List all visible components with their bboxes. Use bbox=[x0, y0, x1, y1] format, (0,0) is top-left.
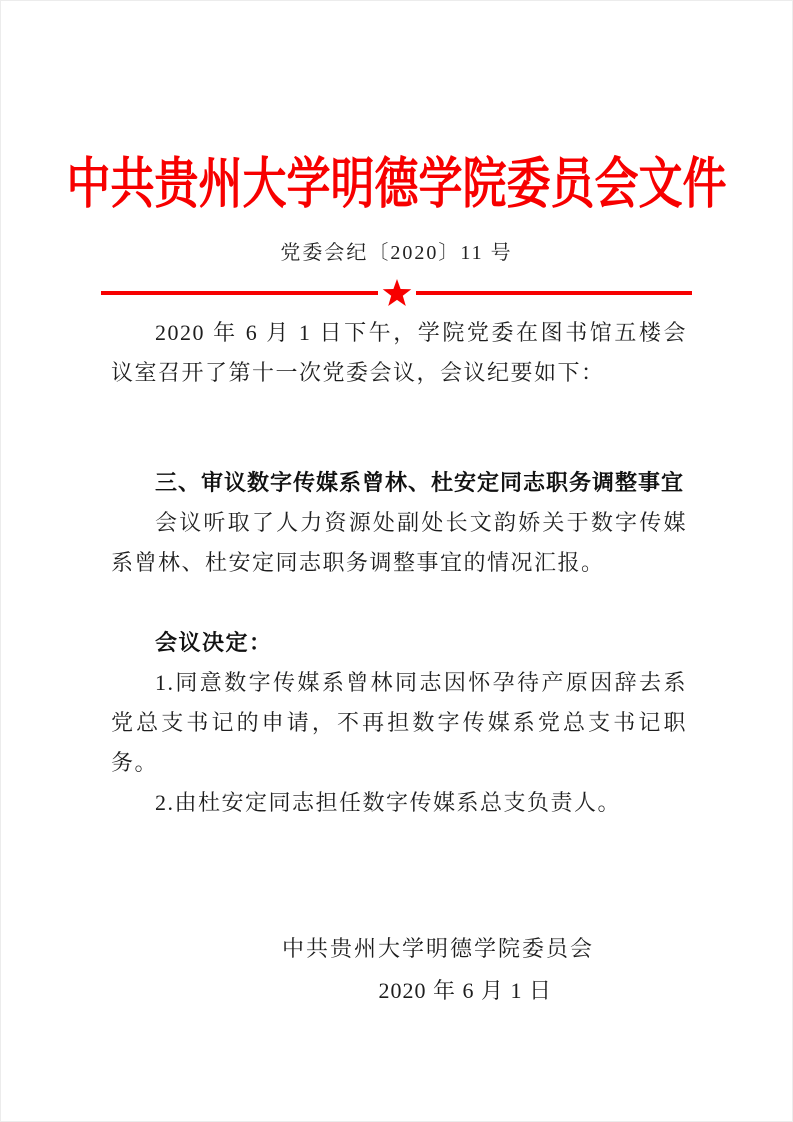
document-title: 中共贵州大学明德学院委员会文件 bbox=[66, 153, 727, 216]
intro-paragraph: 2020 年 6 月 1 日下午，学院党委在图书馆五楼会议室召开了第十一次党委会议，会议纪要如下： bbox=[111, 320, 687, 385]
signature-org: 中共贵州大学明德学院委员会 bbox=[281, 936, 594, 961]
signature-block bbox=[111, 929, 687, 1013]
document-number: 党委会纪〔2020〕11 号 bbox=[280, 242, 513, 264]
decision-item-2: 2.由杜安定同志担任数字传媒系总支负责人。 bbox=[155, 790, 622, 815]
divider-line-right bbox=[416, 291, 693, 295]
header-divider bbox=[101, 279, 692, 307]
divider-line-left bbox=[101, 291, 378, 295]
star-icon bbox=[381, 279, 413, 307]
decision-heading: 会议决定： bbox=[155, 630, 273, 655]
signature-date: 2020 年 6 月 1 日 bbox=[378, 978, 552, 1003]
document-body bbox=[111, 313, 687, 1013]
section-report-paragraph: 会议听取了人力资源处副处长文韵娇关于数字传媒系曾林、杜安定同志职务调整事宜的情况汇报。 bbox=[111, 510, 687, 575]
section-heading: 三、审议数字传媒系曾林、杜安定同志职务调整事宜 bbox=[155, 470, 685, 495]
decision-item-1: 1.同意数字传媒系曾林同志因怀孕待产原因辞去系党总支书记的申请，不再担数字传媒系党总支书记职务。 bbox=[111, 670, 687, 775]
